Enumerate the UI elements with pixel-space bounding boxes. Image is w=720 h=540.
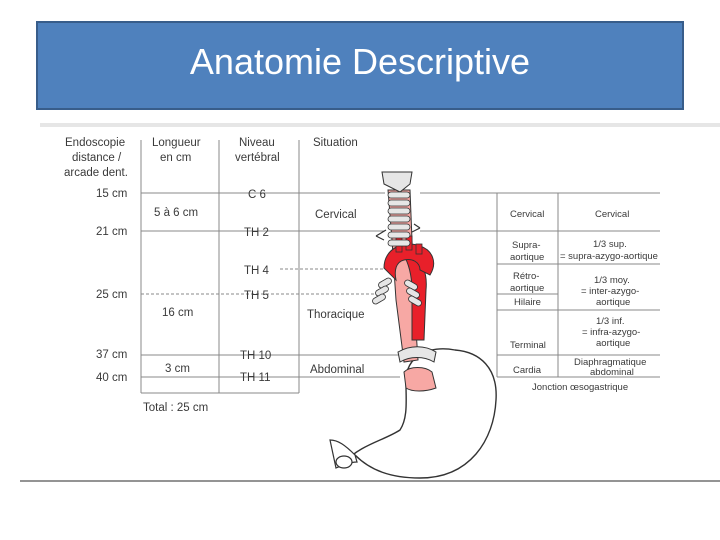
trachea — [388, 192, 410, 246]
header-niveau-line1: Niveau — [239, 137, 275, 149]
title-box — [36, 21, 684, 110]
rt-col2-diaph-1: Diaphragmatique — [574, 357, 647, 368]
esophagus-anatomy-figure — [0, 120, 720, 490]
header-endoscopie-line2: distance / — [72, 152, 122, 164]
level-th2: TH 2 — [244, 227, 269, 239]
distance-15: 15 cm — [96, 188, 128, 200]
slide-title: Anatomie Descriptive — [189, 40, 531, 82]
rt-col1-terminal: Terminal — [510, 340, 546, 351]
level-c6: C 6 — [248, 189, 266, 201]
rt-col2-moy-2: = inter-azygo- — [581, 286, 640, 297]
length-cervical: 5 à 6 cm — [154, 207, 199, 219]
length-thoracic: 16 cm — [162, 307, 194, 319]
rt-col2-moy-1: 1/3 moy. — [594, 275, 630, 286]
rt-col1-hilaire: Hilaire — [514, 297, 541, 308]
larynx — [382, 172, 412, 192]
rt-col1-retro-2: aortique — [510, 283, 545, 294]
header-endoscopie-line1: Endoscopie — [65, 137, 126, 149]
level-th11: TH 11 — [240, 372, 271, 384]
rt-col2-inf-3: aortique — [596, 338, 631, 349]
cardia-region — [404, 368, 436, 392]
rt-col2-cervical: Cervical — [595, 209, 630, 220]
distance-21: 21 cm — [96, 226, 128, 238]
situation-cervical: Cervical — [315, 209, 357, 221]
header-endoscopie-line3: arcade dent. — [64, 167, 128, 179]
level-th10: TH 10 — [240, 350, 272, 362]
rt-col2-sup-2: = supra-azygo-aortique — [560, 251, 658, 262]
rt-col2-diaph-2: abdominal — [590, 367, 634, 378]
length-abdominal: 3 cm — [165, 363, 190, 375]
pylorus-opening — [336, 456, 352, 468]
rt-col1-cervical: Cervical — [510, 209, 545, 220]
header-niveau-line2: vertébral — [235, 152, 280, 164]
length-total: Total : 25 cm — [143, 402, 209, 414]
distance-40: 40 cm — [96, 372, 128, 384]
rt-col1-supra-1: Supra- — [512, 240, 541, 251]
rt-jonction: Jonction œsogastrique — [532, 382, 629, 393]
rt-col1-retro-1: Rétro- — [513, 271, 540, 282]
rt-col1-supra-2: aortique — [510, 252, 545, 263]
header-longueur-line2: en cm — [160, 152, 192, 164]
situation-thoracique: Thoracique — [307, 309, 365, 321]
rt-col2-sup-1: 1/3 sup. — [593, 239, 627, 250]
rt-col2-moy-3: aortique — [596, 297, 631, 308]
situation-abdominal: Abdominal — [310, 364, 365, 376]
distance-37: 37 cm — [96, 349, 128, 361]
header-longueur-line1: Longueur — [152, 137, 201, 149]
level-th4: TH 4 — [244, 265, 269, 277]
distance-25: 25 cm — [96, 289, 128, 301]
rt-col2-inf-1: 1/3 inf. — [596, 316, 625, 327]
aortic-branch-3 — [416, 244, 422, 254]
header-situation: Situation — [313, 137, 358, 149]
rt-col1-cardia: Cardia — [513, 365, 541, 376]
level-th5: TH 5 — [244, 290, 269, 302]
arrow-right — [412, 224, 420, 232]
rt-col2-inf-2: = infra-azygo- — [582, 327, 641, 338]
